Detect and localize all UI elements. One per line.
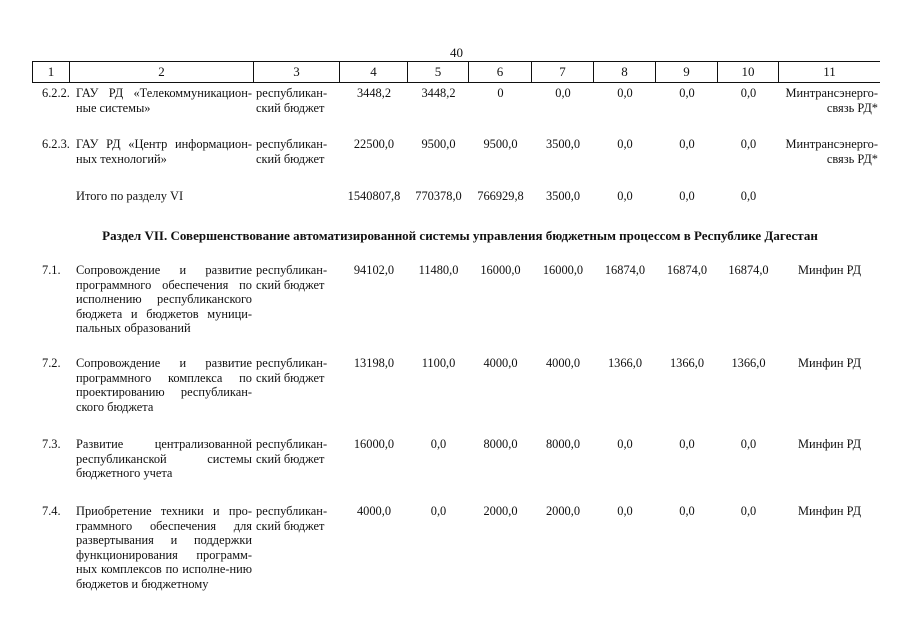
row-name: Развитие централизованной республиканской системы бюджетного учета bbox=[76, 437, 252, 480]
cell-value: 0,0 bbox=[617, 504, 633, 518]
section-title: Раздел VII. Совершенствование автоматизированной системы управления бюджетным процессом в Республике Дагестан bbox=[102, 228, 818, 243]
cell-value: 0,0 bbox=[679, 504, 695, 518]
cell-value: 1366,0 bbox=[669, 356, 705, 370]
row-executor: Минфин РД bbox=[797, 504, 862, 518]
cell-value: 16874,0 bbox=[604, 263, 646, 277]
cell-value: 1366,0 bbox=[607, 356, 643, 370]
row-name: Приобретение техники и про-граммного обеспечения для развертывания и поддержки функционирования программ-ных комплексов по исполне-нию бюджетов и бюджетному bbox=[76, 504, 252, 591]
cell-total: 3448,2 bbox=[356, 86, 392, 100]
column-header: 7 bbox=[532, 62, 594, 82]
column-header: 11 bbox=[823, 64, 836, 79]
cell-total: 4000,0 bbox=[356, 504, 392, 518]
row-number: 7.4. bbox=[42, 504, 61, 518]
cell-value: 0,0 bbox=[617, 189, 633, 203]
cell-value: 3500,0 bbox=[545, 189, 581, 203]
column-header: 10 bbox=[718, 62, 779, 82]
cell-value: 0,0 bbox=[555, 86, 571, 100]
cell-value: 0,0 bbox=[740, 137, 757, 151]
cell-value: 1100,0 bbox=[421, 356, 456, 370]
table-row bbox=[40, 437, 880, 481]
row-number: 6.2.2. bbox=[42, 86, 70, 100]
column-header: 1 bbox=[32, 62, 70, 82]
row-name: Сопровождение и развитие программного комплекса по проектированию республикан-ского бюджета bbox=[76, 356, 252, 414]
cell-value: 0 bbox=[497, 86, 504, 100]
column-header: 4 bbox=[340, 62, 408, 82]
row-executor: Минфин РД bbox=[797, 263, 862, 277]
cell-value: 4000,0 bbox=[545, 356, 581, 370]
cell-value: 1366,0 bbox=[731, 356, 766, 370]
column-header: 9 bbox=[656, 62, 718, 82]
table-row bbox=[40, 356, 880, 414]
cell-value: 0,0 bbox=[430, 437, 447, 451]
cell-value: 0,0 bbox=[740, 504, 757, 518]
cell-value: 0,0 bbox=[679, 86, 695, 100]
table-header bbox=[32, 61, 880, 83]
cell-value: 0,0 bbox=[740, 86, 757, 100]
row-executor: Минфин РД bbox=[797, 437, 862, 451]
cell-value: 770378,0 bbox=[415, 189, 462, 203]
cell-value: 2000,0 bbox=[483, 504, 518, 518]
row-name: Сопровождение и развитие программного обеспечения по исполнению республиканского бюджета и бюджетов муници-пальных образований bbox=[76, 263, 252, 335]
table-row bbox=[40, 137, 880, 166]
cell-value: 0,0 bbox=[679, 189, 695, 203]
row-name: ГАУ РД «Телекоммуникацион-ные системы» bbox=[76, 86, 252, 115]
cell-value: 16874,0 bbox=[666, 263, 708, 277]
cell-value: 4000,0 bbox=[483, 356, 518, 370]
cell-value: 0,0 bbox=[430, 504, 447, 518]
row-number: 7.2. bbox=[42, 356, 61, 370]
cell-value: 16000,0 bbox=[480, 263, 521, 277]
table-row bbox=[40, 263, 880, 336]
row-budget: республикан-ский бюджет bbox=[256, 356, 328, 385]
cell-total: 13198,0 bbox=[353, 356, 395, 370]
cell-value: 0,0 bbox=[617, 437, 633, 451]
cell-value: 9500,0 bbox=[483, 137, 518, 151]
row-executor: Минтрансэнерго-связь РД* bbox=[785, 137, 878, 166]
column-header: 3 bbox=[254, 62, 340, 82]
table-row bbox=[40, 86, 880, 115]
table-row bbox=[40, 504, 880, 591]
cell-value: 0,0 bbox=[740, 189, 757, 203]
row-number: 7.1. bbox=[42, 263, 61, 277]
row-number: 7.3. bbox=[42, 437, 61, 451]
page-number: 40 bbox=[450, 45, 463, 60]
cell-total: 94102,0 bbox=[353, 263, 395, 277]
cell-value: 0,0 bbox=[617, 86, 633, 100]
total-label: Итого по разделу VI bbox=[76, 189, 184, 203]
cell-value: 3448,2 bbox=[421, 86, 456, 100]
cell-value: 0,0 bbox=[740, 437, 757, 451]
row-budget: республикан-ский бюджет bbox=[256, 504, 328, 533]
cell-value: 0,0 bbox=[617, 137, 633, 151]
cell-total: 1540807,8 bbox=[347, 189, 401, 203]
row-budget: республикан-ский бюджет bbox=[256, 137, 328, 166]
column-header: 6 bbox=[469, 62, 532, 82]
cell-value: 11480,0 bbox=[418, 263, 459, 277]
row-number: 6.2.3. bbox=[42, 137, 70, 151]
row-executor: Минтрансэнерго-связь РД* bbox=[785, 86, 878, 115]
row-budget: республикан-ский бюджет bbox=[256, 86, 328, 115]
row-budget: республикан-ский бюджет bbox=[256, 437, 328, 466]
column-header: 2 bbox=[70, 62, 254, 82]
cell-value: 9500,0 bbox=[421, 137, 456, 151]
row-budget: республикан-ский бюджет bbox=[256, 263, 328, 292]
cell-value: 3500,0 bbox=[545, 137, 581, 151]
row-executor: Минфин РД bbox=[797, 356, 862, 370]
cell-value: 16000,0 bbox=[542, 263, 584, 277]
cell-value: 0,0 bbox=[679, 437, 695, 451]
cell-total: 16000,0 bbox=[353, 437, 395, 451]
cell-value: 8000,0 bbox=[545, 437, 581, 451]
cell-value: 2000,0 bbox=[545, 504, 581, 518]
cell-value: 8000,0 bbox=[483, 437, 518, 451]
total-row bbox=[40, 189, 880, 204]
column-header: 5 bbox=[408, 62, 469, 82]
column-header: 8 bbox=[594, 62, 656, 82]
cell-value: 766929,8 bbox=[477, 189, 524, 203]
cell-total: 22500,0 bbox=[353, 137, 395, 151]
row-name: ГАУ РД «Центр информацион-ных технологий» bbox=[76, 137, 252, 166]
cell-value: 16874,0 bbox=[728, 263, 769, 277]
cell-value: 0,0 bbox=[679, 137, 695, 151]
